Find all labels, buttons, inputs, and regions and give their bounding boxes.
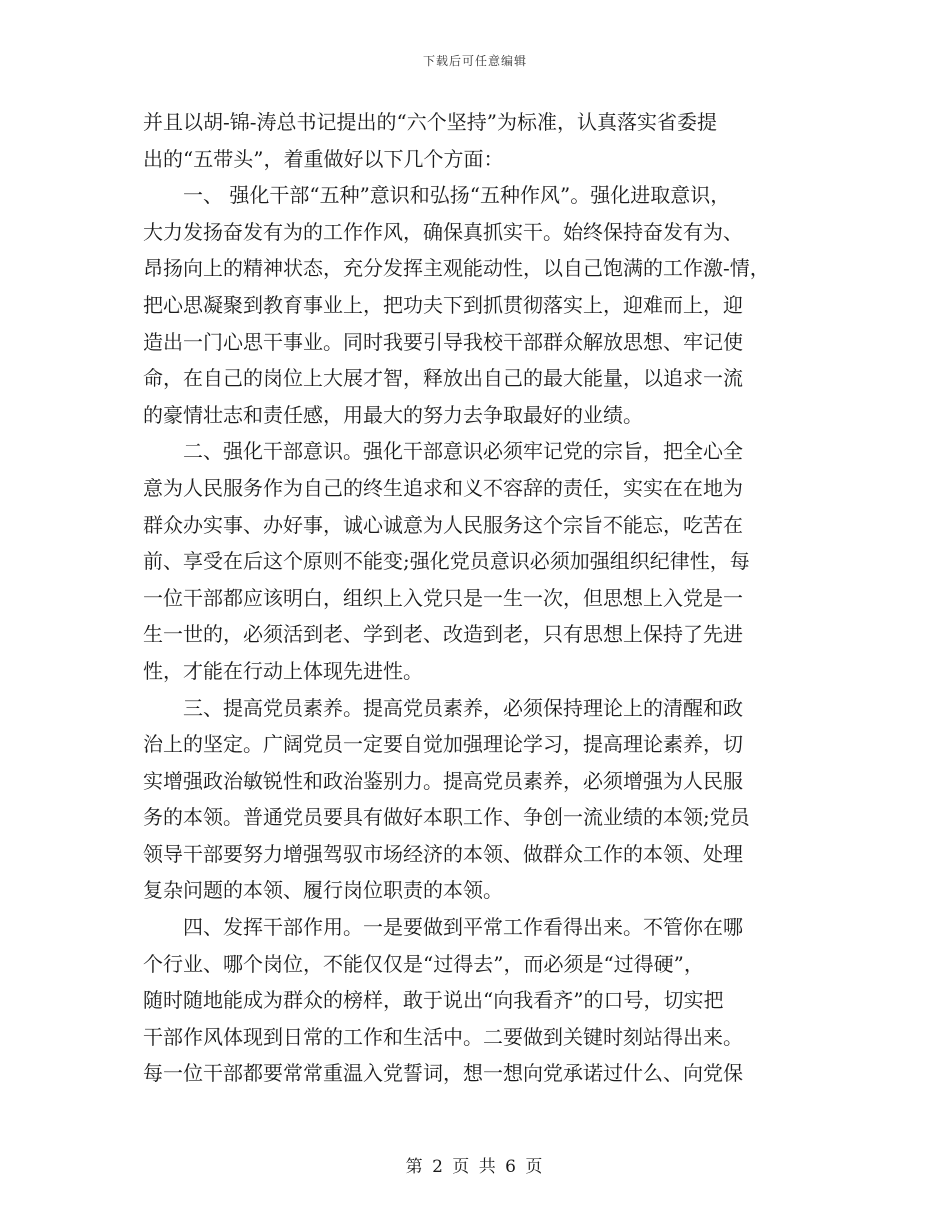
text-line: 干部作风体现到日常的工作和生活中。二要做到关键时刻站得出来。 [143, 1024, 743, 1049]
text-line: 随时随地能成为群众的榜样，敢于说出“向我看齐”的口号，切实把 [143, 988, 724, 1013]
text-line: 一位干部都应该明白，组织上入党只是一生一次，但思想上入党是一 [143, 585, 743, 610]
page-header: 下载后可任意编辑 [422, 54, 527, 68]
document-body [143, 104, 823, 1092]
text-line: 务的本领。普通党员要具有做好本职工作、争创一流业绩的本领;党员 [143, 805, 750, 830]
text-line: 实增强政治敏锐性和政治鉴别力。提高党员素养，必须增强为人民服 [143, 768, 743, 793]
text-line: 前、享受在后这个原则不能变;强化党员意识必须加强组织纪律性，每 [143, 549, 750, 574]
text-line: 的豪情壮志和责任感，用最大的努力去争取最好的业绩。 [143, 402, 643, 427]
text-line: 把心思凝聚到教育事业上，把功夫下到抓贯彻落实上，迎难而上，迎 [143, 292, 743, 317]
text-line: 大力发扬奋发有为的工作作风，确保真抓实干。始终保持奋发有为、 [143, 219, 743, 244]
text-line: 并且以胡-锦-涛总书记提出的“六个坚持”为标准，认真落实省委提 [143, 110, 717, 134]
text-line: 生一世的，必须活到老、学到老、改造到老，只有思想上保持了先进 [143, 622, 743, 647]
text-line: 三、提高党员素养。提高党员素养，必须保持理论上的清醒和政 [143, 695, 743, 720]
text-line: 领导干部要努力增强驾驭市场经济的本领、做群众工作的本领、处理 [143, 841, 743, 866]
text-line: 群众办实事、办好事，诚心诚意为人民服务这个宗旨不能忘，吃苦在 [143, 512, 743, 537]
text-line: 个行业、哪个岗位，不能仅仅是“过得去”，而必须是“过得硬”， [143, 951, 704, 976]
text-line: 造出一门心思干事业。同时我要引导我校干部群众解放思想、牢记使 [143, 329, 743, 354]
text-line: 命，在自己的岗位上大展才智，释放出自己的最大能量，以追求一流 [143, 366, 743, 391]
text-line: 二、强化干部意识。强化干部意识必须牢记党的宗旨，把全心全 [143, 439, 743, 464]
text-line: 出的“五带头”，着重做好以下几个方面： [143, 146, 504, 171]
text-line: 一、 强化干部“五种”意识和弘扬“五种作风”。强化进取意识， [143, 183, 731, 208]
text-line: 复杂问题的本领、履行岗位职责的本领。 [143, 878, 503, 903]
text-line: 每一位干部都要常常重温入党誓词，想一想向党承诺过什么、向党保 [143, 1061, 743, 1086]
text-line: 四、发挥干部作用。一是要做到平常工作看得出来。不管你在哪 [143, 915, 743, 940]
text-line: 昂扬向上的精神状态，充分发挥主观能动性，以自己饱满的工作激-情， [143, 256, 770, 281]
page-number-footer: 第 2 页 共 6 页 [405, 1157, 545, 1177]
text-line: 性，才能在行动上体现先进性。 [143, 658, 423, 683]
text-line: 治上的坚定。广阔党员一定要自觉加强理论学习，提高理论素养，切 [143, 732, 743, 757]
text-line: 意为人民服务作为自己的终生追求和义不容辞的责任，实实在在地为 [143, 475, 743, 500]
